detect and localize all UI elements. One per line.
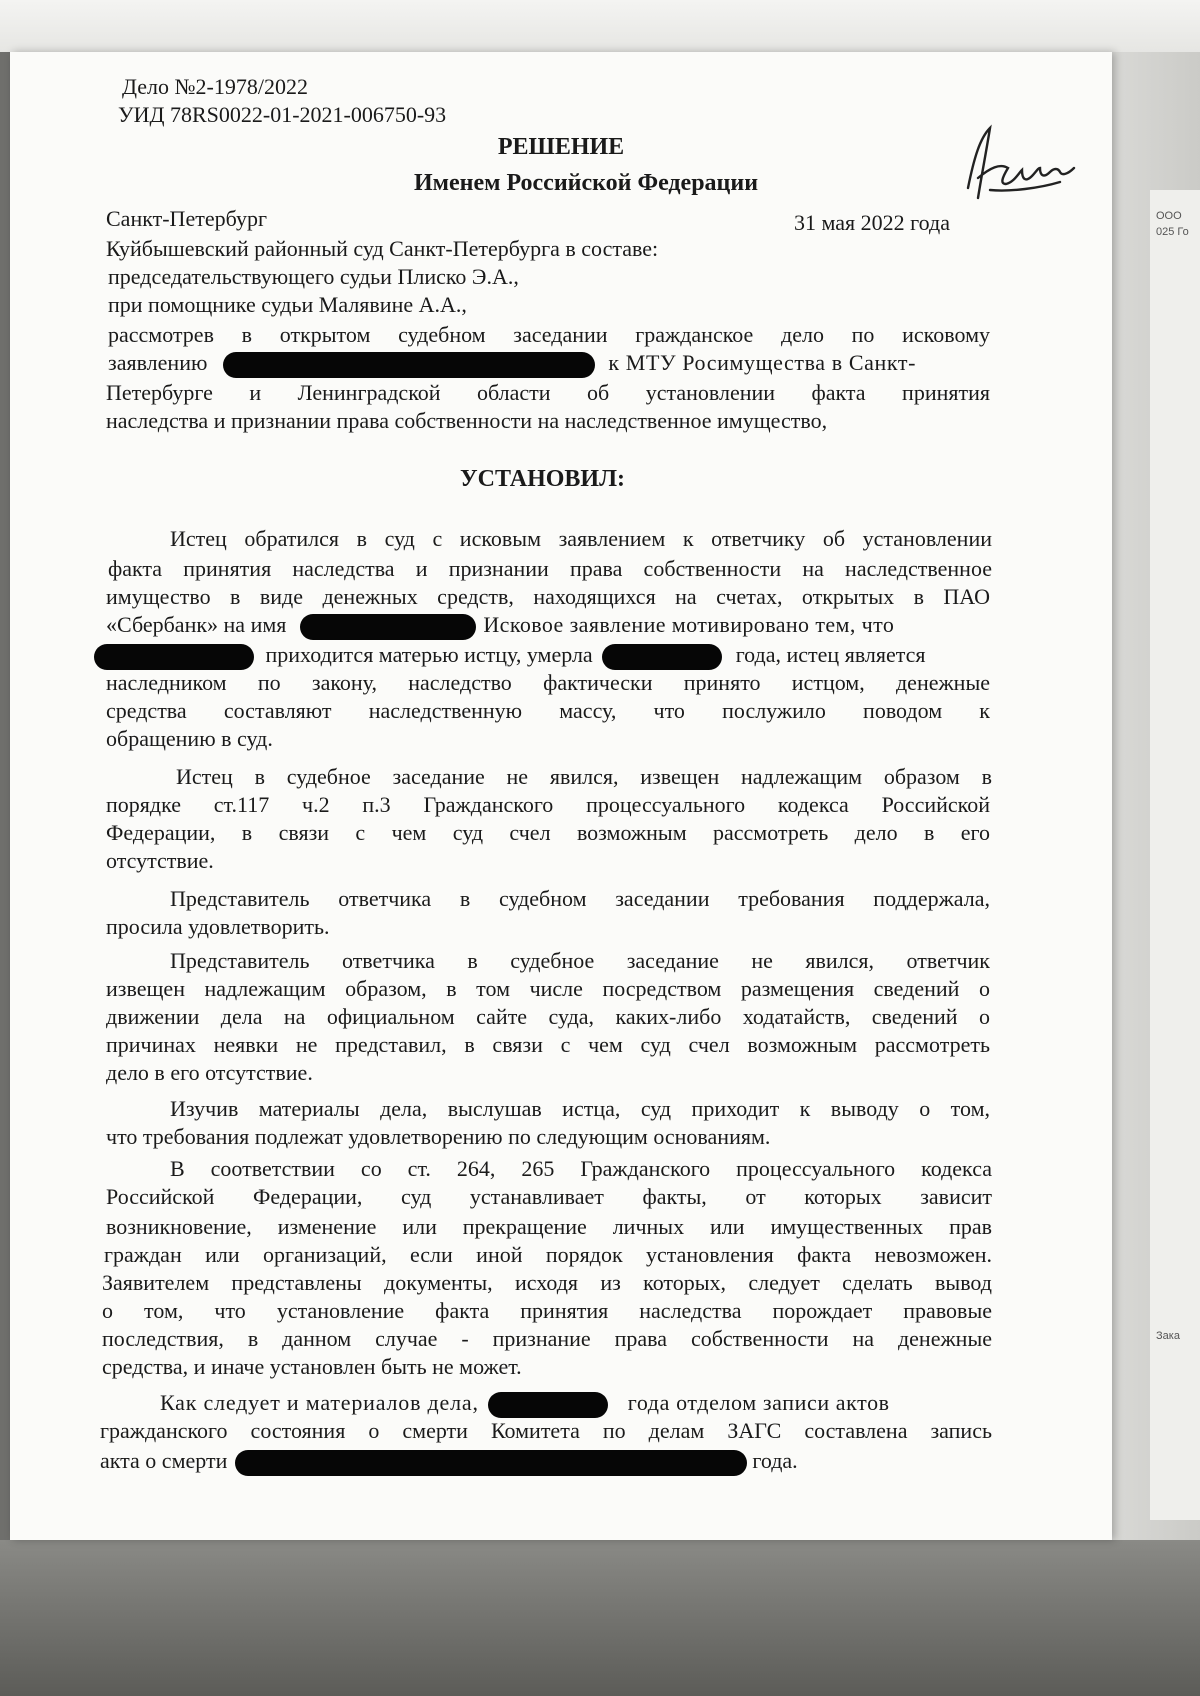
paragraph-line: имущество в виде денежных средств, находящихся на счетах, открытых в ПАО xyxy=(106,584,990,609)
paragraph-line xyxy=(94,642,926,670)
paragraph-line: Истец в судебное заседание не явился, извещен надлежащим образом в xyxy=(176,764,992,789)
paragraph-line: отсутствие. xyxy=(106,848,214,873)
underlying-text-1: ООО xyxy=(1156,210,1182,222)
redacted-name xyxy=(94,644,254,670)
paragraph-line: Федерации, в связи с чем суд счел возможным рассмотреть дело в его xyxy=(106,820,990,845)
underlying-text-3: Зака xyxy=(1156,1330,1180,1342)
paragraph-text: года. xyxy=(752,1448,798,1473)
paragraph-line: Истец обратился в суд с исковым заявлением к ответчику об установлении xyxy=(170,526,992,551)
paragraph-text: «Сбербанк» на имя xyxy=(106,612,287,637)
intro-line: Куйбышевский районный суд Санкт-Петербурга в составе: xyxy=(106,236,659,261)
redacted-name xyxy=(300,614,476,640)
paragraph-line: средства, и иначе установлен быть не может. xyxy=(102,1354,522,1379)
paragraph-line: наследником по закону, наследство фактически принято истцом, денежные xyxy=(106,670,990,695)
paragraph-line: гражданского состояния о смерти Комитета по делам ЗАГС составлена запись xyxy=(100,1418,992,1443)
paragraph-text: года, истец является xyxy=(735,642,926,667)
intro-text: к МТУ Росимущества в Санкт- xyxy=(608,350,916,375)
paragraph-line: причинах неявки не представил, в связи с чем суд счел возможным рассмотреть xyxy=(106,1032,990,1057)
redacted-record xyxy=(235,1450,747,1476)
page-subtitle: Именем Российской Федерации xyxy=(413,170,759,196)
paragraph-line: просила удовлетворить. xyxy=(106,914,330,939)
paragraph-line: Заявителем представлены документы, исходя из которых, следует сделать вывод xyxy=(102,1270,992,1295)
decision-date: 31 мая 2022 года xyxy=(794,210,950,235)
underlying-sheet xyxy=(1150,190,1200,1520)
paragraph-line: Изучив материалы дела, выслушав истца, суд приходит к выводу о том, xyxy=(170,1096,990,1121)
paragraph-line: В соответствии со ст. 264, 265 Гражданского процессуального кодекса xyxy=(170,1156,992,1181)
intro-line: наследства и признании права собственности на наследственное имущество, xyxy=(106,408,828,433)
paragraph-line: Представитель ответчика в судебном заседании требования поддержала, xyxy=(170,886,990,911)
paragraph-line: дело в его отсутствие. xyxy=(106,1060,313,1085)
intro-line: Петербурге и Ленинградской области об установлении факта принятия xyxy=(106,380,990,405)
paragraph-line: последствия, в данном случае - признание права собственности на денежные xyxy=(102,1326,992,1351)
paragraph-line: возникновение, изменение или прекращение личных или имущественных прав xyxy=(106,1214,992,1239)
city: Санкт-Петербург xyxy=(106,206,267,231)
intro-line xyxy=(108,350,990,378)
intro-line: председательствующего судьи Плиско Э.А., xyxy=(108,264,519,289)
paragraph-line: Представитель ответчика в судебное заседание не явился, ответчик xyxy=(170,948,990,973)
paragraph-line: обращению в суд. xyxy=(106,726,273,751)
section-title: УСТАНОВИЛ: xyxy=(460,466,625,492)
paragraph-text: акта о смерти xyxy=(100,1448,228,1473)
paragraph-line xyxy=(106,612,894,640)
redacted-date xyxy=(488,1392,608,1418)
paragraph-text: года отделом записи актов xyxy=(627,1390,890,1415)
paragraph-text: Как следует и материалов дела, xyxy=(160,1390,479,1415)
redacted-date xyxy=(602,644,722,670)
background-bottom xyxy=(0,1540,1200,1696)
underlying-text-2: 025 Го xyxy=(1156,226,1189,238)
paragraph-line xyxy=(160,1390,992,1418)
paragraph-line: о том, что установление факта принятия наследства порождает правовые xyxy=(102,1298,992,1323)
document-page xyxy=(10,52,1112,1540)
paragraph-line: Российской Федерации, суд устанавливает факты, от которых зависит xyxy=(106,1184,992,1209)
paragraph-line: движении дела на официальном сайте суда, каких-либо ходатайств, сведений о xyxy=(106,1004,990,1029)
redacted-name xyxy=(223,352,595,378)
paragraph-line: извещен надлежащим образом, в том числе посредством размещения сведений о xyxy=(106,976,990,1001)
uid: УИД 78RS0022-01-2021-006750-93 xyxy=(118,102,447,127)
paragraph-line: факта принятия наследства и признании права собственности на наследственное xyxy=(108,556,992,581)
paragraph-line: граждан или организаций, если иной порядок установления факта невозможен. xyxy=(104,1242,992,1267)
paragraph-text: Исковое заявление мотивировано тем, что xyxy=(483,612,895,637)
intro-line: при помощнике судьи Малявине А.А., xyxy=(108,292,467,317)
case-number: Дело №2-1978/2022 xyxy=(122,74,308,99)
paragraph-text: приходится матерью истцу, умерла xyxy=(265,642,593,667)
paragraph-line: что требования подлежат удовлетворению по следующим основаниям. xyxy=(106,1124,771,1149)
paragraph-line: средства составляют наследственную массу, что послужило поводом к xyxy=(106,698,990,723)
page-title: РЕШЕНИЕ xyxy=(497,134,625,160)
background-top xyxy=(0,0,1200,52)
paragraph-line xyxy=(100,1448,798,1476)
paragraph-line: порядке ст.117 ч.2 п.3 Гражданского процессуального кодекса Российской xyxy=(106,792,990,817)
intro-text: заявлению xyxy=(108,350,208,375)
intro-line: рассмотрев в открытом судебном заседании гражданское дело по исковому xyxy=(108,322,990,347)
